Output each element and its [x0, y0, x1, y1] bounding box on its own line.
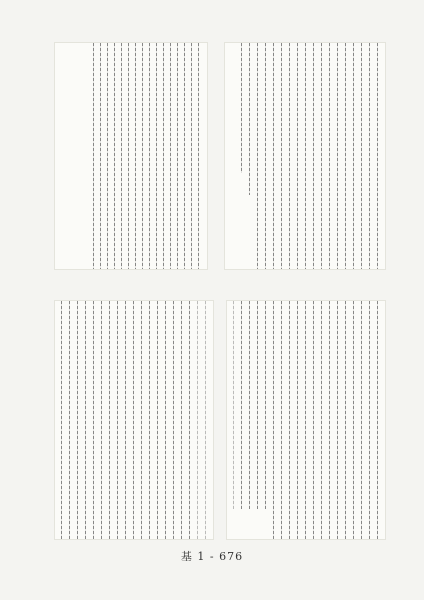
- text-column: [100, 43, 101, 269]
- text-column: [321, 43, 322, 269]
- text-column: [93, 43, 94, 269]
- text-column: [184, 43, 185, 269]
- text-column: [61, 301, 62, 539]
- text-column: [377, 43, 378, 269]
- text-column: [149, 43, 150, 269]
- text-column: [265, 43, 266, 269]
- text-column: [189, 301, 190, 539]
- text-column: [273, 43, 274, 269]
- text-column: [233, 301, 234, 509]
- text-column: [353, 301, 354, 539]
- text-column: [142, 43, 143, 269]
- text-column: [121, 43, 122, 269]
- text-column: [173, 301, 174, 539]
- text-column: [181, 301, 182, 539]
- text-column: [265, 301, 266, 509]
- text-column: [273, 301, 274, 539]
- text-column: [128, 43, 129, 269]
- text-column: [141, 301, 142, 539]
- text-column: [241, 43, 242, 173]
- text-column: [93, 301, 94, 539]
- text-column: [289, 43, 290, 269]
- text-column: [281, 43, 282, 269]
- text-column: [353, 43, 354, 269]
- panel-top-left: [54, 42, 208, 270]
- text-column: [198, 43, 199, 269]
- text-column: [313, 301, 314, 539]
- text-column: [361, 43, 362, 269]
- text-column: [361, 301, 362, 539]
- text-column: [170, 43, 171, 269]
- text-column: [321, 301, 322, 539]
- text-column: [135, 43, 136, 269]
- text-column: [69, 301, 70, 539]
- text-column: [329, 301, 330, 539]
- panel-top-left-margin: [55, 43, 90, 269]
- text-column: [249, 43, 250, 195]
- text-column: [191, 43, 192, 269]
- text-column: [281, 301, 282, 539]
- text-column: [369, 43, 370, 269]
- text-column: [257, 43, 258, 269]
- text-column: [107, 43, 108, 269]
- text-column: [156, 43, 157, 269]
- text-column: [377, 301, 378, 539]
- text-column: [177, 43, 178, 269]
- text-column: [133, 301, 134, 539]
- text-column: [305, 43, 306, 269]
- text-column: [205, 301, 206, 539]
- text-column: [257, 301, 258, 509]
- text-column: [337, 301, 338, 539]
- text-column: [345, 43, 346, 269]
- page-number: 基 1 - 676: [180, 550, 244, 563]
- text-column: [85, 301, 86, 539]
- text-column: [249, 301, 250, 509]
- text-column: [329, 43, 330, 269]
- text-column: [149, 301, 150, 539]
- text-column: [313, 43, 314, 269]
- text-column: [125, 301, 126, 539]
- panel-bottom-right: [226, 300, 386, 540]
- text-column: [163, 43, 164, 269]
- text-column: [114, 43, 115, 269]
- text-column: [289, 301, 290, 539]
- text-column: [297, 43, 298, 269]
- text-column: [297, 301, 298, 539]
- panel-bottom-left: [54, 300, 214, 540]
- panel-top-right: [224, 42, 386, 270]
- text-column: [345, 301, 346, 539]
- text-column: [157, 301, 158, 539]
- text-column: [241, 301, 242, 509]
- text-column: [101, 301, 102, 539]
- text-column: [117, 301, 118, 539]
- text-column: [77, 301, 78, 539]
- text-column: [165, 301, 166, 539]
- text-column: [305, 301, 306, 539]
- text-column: [337, 43, 338, 269]
- text-column: [109, 301, 110, 539]
- text-column: [197, 301, 198, 539]
- text-column: [369, 301, 370, 539]
